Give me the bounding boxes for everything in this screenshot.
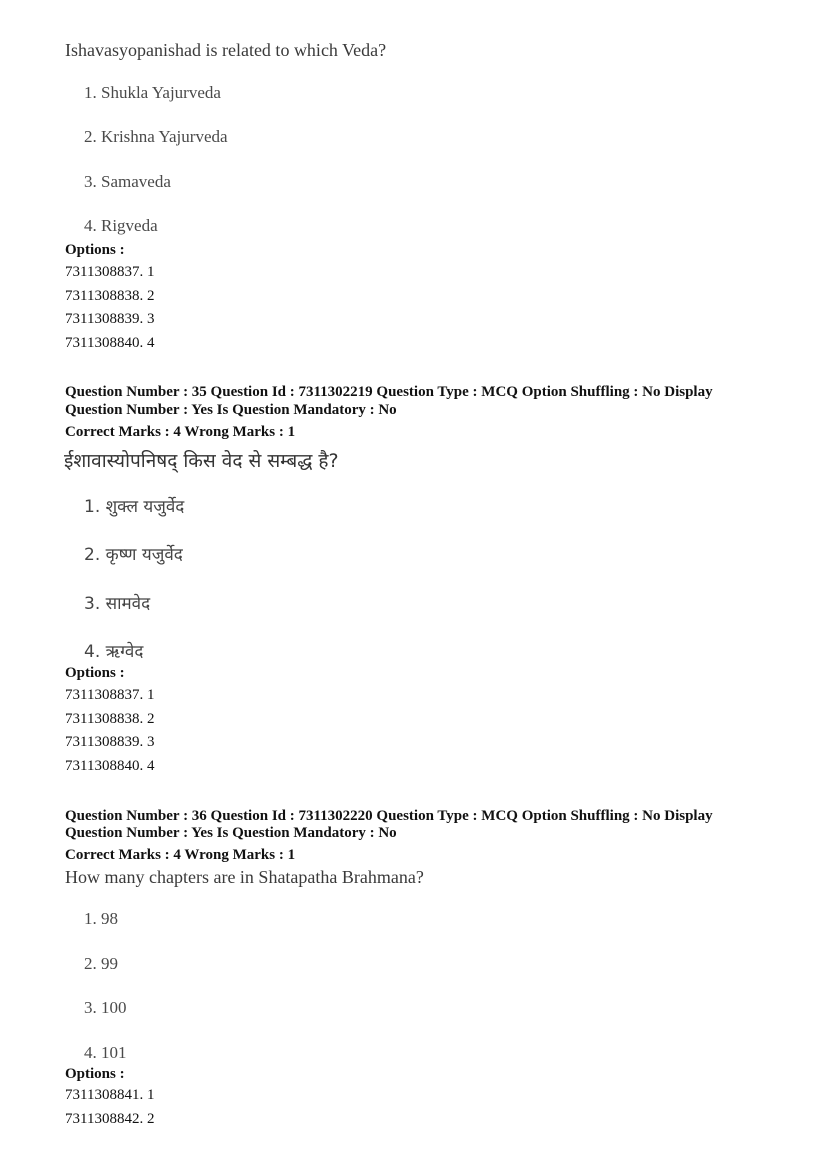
option-id-1: 7311308837. 1	[65, 264, 155, 280]
choice-1: 1. शुक्ल यजुर्वेद	[84, 497, 185, 517]
option-id-4: 7311308840. 4	[65, 335, 155, 351]
choice-3: 3. 100	[84, 998, 127, 1017]
choice-2: 2. Krishna Yajurveda	[84, 127, 228, 146]
question-text: ईशावास्योपनिषद् किस वेद से सम्बद्ध है?	[64, 450, 339, 472]
option-id-4: 7311308840. 4	[65, 758, 155, 774]
choice-3: 3. Samaveda	[84, 172, 171, 191]
marks-line: Correct Marks : 4 Wrong Marks : 1	[65, 424, 296, 440]
choice-2: 2. 99	[84, 954, 118, 973]
choice-1: 1. 98	[84, 909, 118, 928]
option-id-2: 7311308838. 2	[65, 711, 155, 727]
option-id-1: 7311308837. 1	[65, 687, 155, 703]
choice-4: 4. Rigveda	[84, 216, 158, 235]
option-id-3: 7311308839. 3	[65, 311, 155, 327]
option-id-3: 7311308839. 3	[65, 734, 155, 750]
options-label: Options :	[65, 665, 125, 681]
question-meta-line-1: Question Number : 35 Question Id : 7311302219 Question Type : MCQ Option Shuffling : No Display	[65, 384, 713, 400]
options-label: Options :	[65, 1066, 125, 1082]
question-text: How many chapters are in Shatapatha Brahmana?	[65, 867, 424, 887]
question-meta-line-2: Question Number : Yes Is Question Mandatory : No	[65, 402, 397, 418]
marks-line: Correct Marks : 4 Wrong Marks : 1	[65, 847, 296, 863]
choice-4: 4. ऋग्वेद	[84, 642, 144, 662]
choice-2: 2. कृष्ण यजुर्वेद	[84, 545, 183, 565]
choice-3: 3. सामवेद	[84, 594, 151, 614]
options-label: Options :	[65, 242, 125, 258]
option-id-2: 7311308842. 2	[65, 1111, 155, 1127]
choice-4: 4. 101	[84, 1043, 127, 1062]
question-text: Ishavasyopanishad is related to which Veda?	[65, 40, 387, 60]
question-meta-line-2: Question Number : Yes Is Question Mandatory : No	[65, 825, 397, 841]
choice-1: 1. Shukla Yajurveda	[84, 83, 221, 102]
option-id-1: 7311308841. 1	[65, 1087, 155, 1103]
option-id-2: 7311308838. 2	[65, 288, 155, 304]
question-meta-line-1: Question Number : 36 Question Id : 7311302220 Question Type : MCQ Option Shuffling : No Display	[65, 808, 713, 824]
